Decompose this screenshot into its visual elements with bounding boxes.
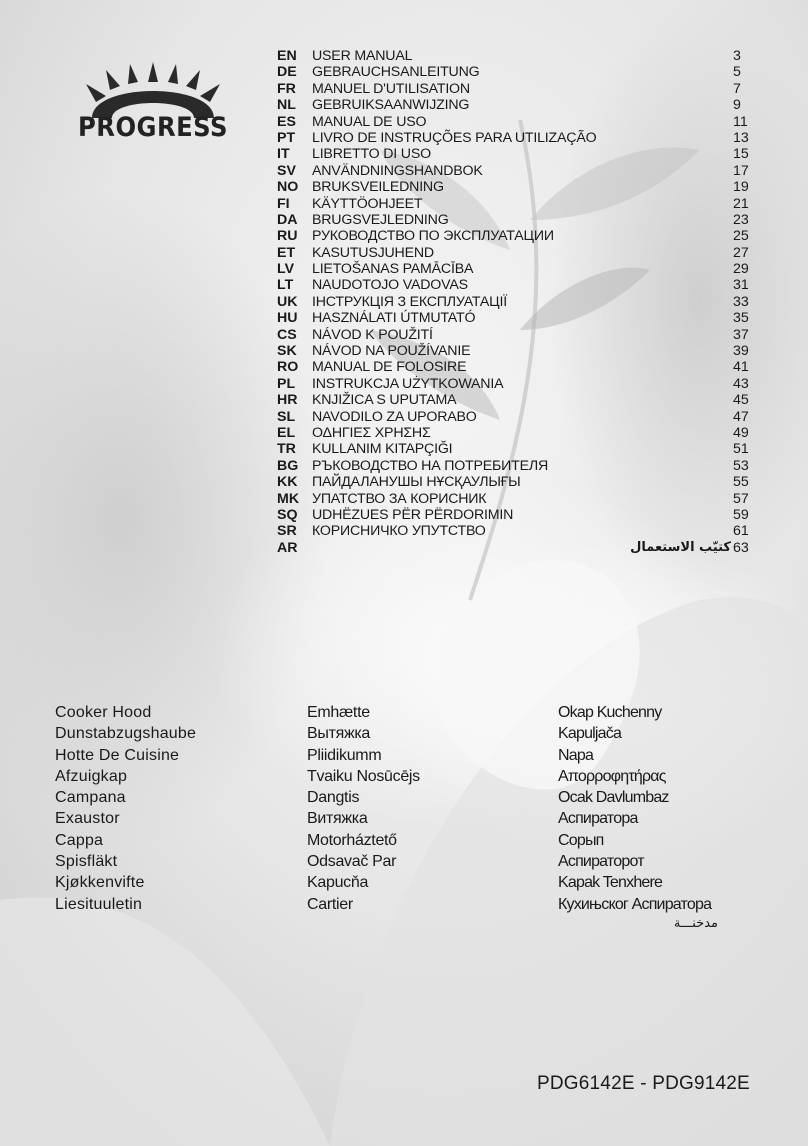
language-code: EN [277, 48, 297, 64]
language-code: SV [277, 162, 296, 179]
product-name: Odsavač Par [307, 853, 397, 871]
table-of-contents [277, 48, 759, 556]
page-number: 25 [733, 228, 749, 245]
language-code: SR [277, 523, 297, 540]
product-name: Вытяжка [307, 725, 371, 743]
toc-row-lv[interactable] [277, 261, 759, 277]
page-number: 11 [733, 113, 748, 130]
toc-row-fi[interactable] [277, 196, 759, 212]
toc-row-fr[interactable] [277, 81, 759, 97]
page-number: 23 [733, 211, 749, 228]
toc-row-nl[interactable] [277, 97, 759, 113]
manual-title: INSTRUKCJA UŻYTKOWANIA [312, 375, 504, 392]
toc-row-uk[interactable] [277, 294, 759, 310]
product-name: Pliidikumm [307, 746, 382, 764]
product-name: Cartier [307, 895, 353, 913]
toc-row-kk[interactable] [277, 474, 759, 490]
language-code: LT [277, 277, 294, 294]
product-name: Витяжка [307, 810, 368, 828]
manual-title: GEBRAUCHSANLEITUNG [312, 64, 480, 81]
page-number: 17 [733, 162, 749, 179]
product-name: Campana [55, 789, 126, 807]
product-name: Απορροφητήρας [558, 767, 666, 785]
language-code: KK [277, 474, 298, 491]
language-code: SQ [277, 506, 298, 523]
product-name: Dangtis [307, 789, 360, 807]
toc-row-ro[interactable] [277, 359, 759, 375]
language-code: NL [277, 97, 296, 114]
language-code: LV [277, 261, 295, 278]
language-code: CS [277, 326, 297, 343]
manual-title: ANVÄNDNINGSHANDBOK [312, 162, 483, 179]
toc-row-sq[interactable] [277, 507, 759, 523]
manual-title: РЪКОВОДСТВО НА ПОТРЕБИТЕЛЯ [312, 457, 549, 474]
product-names-column-3 [558, 702, 718, 933]
toc-row-en[interactable] [277, 48, 759, 64]
language-code: BG [277, 457, 299, 474]
manual-title: KASUTUSJUHEND [312, 244, 434, 261]
product-names-column-2 [307, 702, 420, 915]
product-name: Motorháztető [307, 831, 397, 849]
toc-row-hu[interactable] [277, 310, 759, 326]
toc-row-es[interactable] [277, 114, 759, 130]
language-code: PL [277, 375, 296, 392]
page-number: 19 [733, 179, 749, 196]
page-number: 51 [733, 441, 749, 458]
page-number: 3 [733, 48, 741, 64]
toc-row-cs[interactable] [277, 327, 759, 343]
page-number: 15 [733, 146, 749, 163]
toc-row-tr[interactable] [277, 441, 759, 457]
product-name: Кухињског Аспиратора [558, 895, 712, 913]
manual-title: MANUEL D'UTILISATION [312, 80, 470, 97]
toc-row-sv[interactable] [277, 163, 759, 179]
page-number: 53 [733, 457, 749, 474]
manual-title: KNJIŽICA S UPUTAMA [312, 392, 457, 409]
page-number: 61 [733, 523, 749, 540]
product-name: Аспиратора [558, 810, 638, 828]
manual-title: GEBRUIKSAANWIJZING [312, 97, 470, 114]
product-name: Kapuljača [558, 725, 622, 743]
progress-logo [62, 62, 244, 150]
toc-row-lt[interactable] [277, 277, 759, 293]
page-number: 45 [733, 392, 749, 409]
product-name: Exaustor [55, 810, 120, 828]
toc-row-da[interactable] [277, 212, 759, 228]
page-number: 39 [733, 343, 749, 360]
product-name: Cappa [55, 831, 104, 849]
product-name: Kapak Tenxhere [558, 874, 663, 892]
manual-title: КОРИСНИЧКО УПУТСТВО [312, 523, 486, 540]
product-name: Dunstabzugshaube [55, 725, 197, 743]
toc-row-hr[interactable] [277, 392, 759, 408]
manual-title: NÁVOD NA POUŽÍVANIE [312, 343, 471, 360]
page-number: 29 [733, 261, 749, 278]
page-number: 57 [733, 490, 749, 507]
language-code: PT [277, 129, 296, 146]
product-name: Tvaiku Nosūcējs [307, 767, 420, 785]
product-name: Kjøkkenvifte [55, 874, 145, 892]
model-numbers: PDG6142E - PDG9142E [537, 1073, 750, 1094]
page-number: 7 [733, 80, 741, 97]
language-code: DE [277, 64, 297, 81]
manual-title: NÁVOD K POUŽITÍ [312, 326, 433, 343]
manual-title: BRUGSVEJLEDNING [312, 211, 449, 228]
page-number: 55 [733, 474, 749, 491]
manual-title: РУКОВОДСТВО ПО ЭКСПЛУАТАЦИИ [312, 228, 554, 245]
language-code: HU [277, 310, 298, 327]
page-number: 21 [733, 195, 749, 212]
page-number: 63 [733, 539, 749, 556]
page-number: 41 [733, 359, 749, 376]
page-number: 47 [733, 408, 749, 425]
manual-title: LIETOŠANAS PAMĀCĪBA [312, 261, 474, 278]
manual-title: NAVODILO ZA UPORABO [312, 408, 477, 425]
page-number: 5 [733, 64, 741, 81]
page-number: 43 [733, 375, 749, 392]
language-code: UK [277, 293, 298, 310]
manual-title: LIBRETTO DI USO [312, 146, 431, 163]
page-number: 37 [733, 326, 749, 343]
toc-row-mk[interactable] [277, 491, 759, 507]
product-name: Hotte De Cuisine [55, 746, 180, 764]
language-code: ES [277, 113, 296, 130]
product-name: Spisfläkt [55, 853, 118, 871]
toc-row-sl[interactable] [277, 409, 759, 425]
manual-title: كتيّب الاستعمال [630, 539, 731, 555]
manual-title: УПАТСТВО ЗА КОРИСНИК [312, 490, 487, 507]
manual-title: ІНСТРУКЦІЯ З ЕКСПЛУАТАЦІЇ [312, 293, 507, 310]
manual-title: UDHËZUES PËR PËRDORIMIN [312, 506, 514, 523]
product-name: Kapucňa [307, 874, 369, 892]
product-name: Сорып [558, 831, 604, 849]
manual-title: BRUKSVEILEDNING [312, 179, 444, 196]
page-number: 31 [733, 277, 749, 294]
product-name-arabic: مدخنـــة [673, 915, 718, 931]
toc-row-pt[interactable] [277, 130, 759, 146]
language-code: ET [277, 244, 296, 261]
product-name: Ocak Davlumbaz [558, 789, 669, 807]
manual-title: LIVRO DE INSTRUÇÕES PARA UTILIZAÇÃO [312, 129, 597, 146]
toc-row-el[interactable] [277, 425, 759, 441]
product-name: Emhætte [307, 704, 370, 721]
toc-row-pl[interactable] [277, 376, 759, 392]
toc-row-ar[interactable] [277, 540, 759, 556]
language-code: RU [277, 228, 298, 245]
manual-title: NAUDOTOJO VADOVAS [312, 277, 468, 294]
product-name: Cooker Hood [55, 704, 152, 721]
page-number: 13 [733, 129, 749, 146]
page-number: 59 [733, 506, 749, 523]
manual-title: ПАЙДАЛАНУШЫ НҰСҚАУЛЫҒЫ [312, 474, 521, 491]
manual-title: ΟΔΗΓΙΕΣ ΧΡΗΣΗΣ [312, 424, 431, 441]
language-code: FR [277, 80, 296, 97]
manual-title: MANUAL DE FOLOSIRE [312, 359, 467, 376]
language-code: SK [277, 343, 297, 360]
language-code: MK [277, 490, 300, 507]
language-code: NO [277, 179, 299, 196]
language-code: SL [277, 408, 296, 425]
page-number: 49 [733, 424, 749, 441]
page-number: 35 [733, 310, 749, 327]
language-code: HR [277, 392, 298, 409]
product-name: Liesituuletin [55, 895, 143, 913]
toc-row-it[interactable] [277, 146, 759, 162]
language-code: DA [277, 211, 298, 228]
toc-row-de[interactable] [277, 64, 759, 80]
toc-row-bg[interactable] [277, 458, 759, 474]
product-name: Аспираторот [558, 853, 644, 871]
manual-title: KÄYTTÖOHJEET [312, 195, 423, 212]
product-name: Afzuigkap [55, 767, 128, 785]
product-name: Napa [558, 746, 594, 764]
toc-row-ru[interactable] [277, 228, 759, 244]
page-number: 33 [733, 293, 749, 310]
product-names-column-1 [55, 702, 196, 915]
language-code: AR [277, 539, 298, 556]
toc-row-no[interactable] [277, 179, 759, 195]
manual-title: USER MANUAL [312, 48, 413, 64]
toc-row-et[interactable] [277, 245, 759, 261]
language-code: RO [277, 359, 299, 376]
page-number: 9 [733, 97, 741, 114]
language-code: FI [277, 195, 290, 212]
toc-row-sr[interactable] [277, 523, 759, 539]
toc-row-sk[interactable] [277, 343, 759, 359]
language-code: EL [277, 424, 296, 441]
manual-title: MANUAL DE USO [312, 113, 427, 130]
manual-title: KULLANIM KITAPÇIĞI [312, 441, 453, 458]
manual-title: HASZNÁLATI ÚTMUTATÓ [312, 310, 476, 327]
brand-name: PROGRESS [78, 112, 228, 143]
language-code: TR [277, 441, 296, 458]
product-name: Okap Kuchenny [558, 704, 662, 721]
page-number: 27 [733, 244, 749, 261]
language-code: IT [277, 146, 290, 163]
